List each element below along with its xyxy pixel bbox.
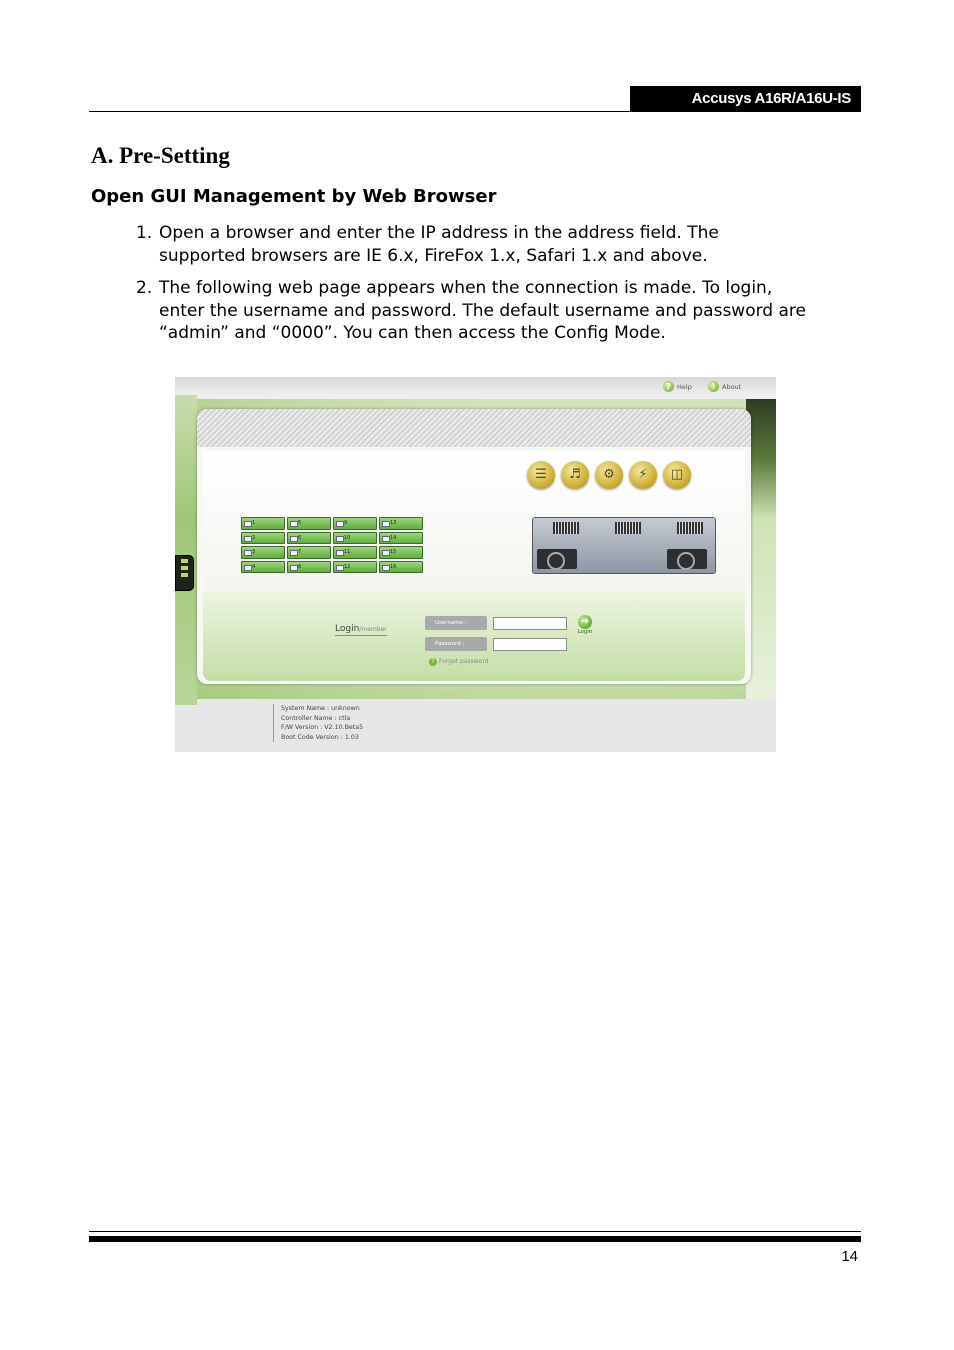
disk-bay[interactable]: 7 xyxy=(287,546,331,559)
disk-bay[interactable]: 12 xyxy=(333,561,377,574)
power-supply xyxy=(537,549,577,569)
tab-mark xyxy=(181,566,188,570)
fan-grille xyxy=(615,522,641,534)
system-name: System Name : unknown xyxy=(281,705,360,712)
toolbar xyxy=(527,461,691,489)
system-info xyxy=(273,704,363,742)
disk-bay[interactable]: 1 xyxy=(241,517,285,530)
help-icon: ? xyxy=(663,381,674,392)
disk-bay[interactable]: 9 xyxy=(333,517,377,530)
boot-code-version: Boot Code Version : 1.03 xyxy=(281,733,359,741)
login-title-text: Login xyxy=(335,624,360,634)
help-label: Help xyxy=(677,382,692,391)
disk-bay[interactable]: 2 xyxy=(241,532,285,545)
power-icon[interactable]: ⚡ xyxy=(629,461,657,489)
footer-rule-thin xyxy=(89,1231,861,1232)
disk-bay[interactable]: 11 xyxy=(333,546,377,559)
top-bar xyxy=(175,377,776,397)
tab-mark xyxy=(181,559,188,563)
left-band xyxy=(175,395,197,705)
disk-bay[interactable]: 4 xyxy=(241,561,285,574)
forgot-password-link[interactable] xyxy=(429,658,489,666)
forgot-password-label: Forget password xyxy=(439,658,489,665)
database-icon[interactable]: ◫ xyxy=(663,461,691,489)
log-icon[interactable]: ☰ xyxy=(527,461,555,489)
power-supply xyxy=(667,549,707,569)
firmware-version: F/W Version : V2.10.Beta5 xyxy=(281,724,364,732)
step-number: 1. xyxy=(136,223,153,243)
product-header: Accusys A16R/A16U-IS xyxy=(630,86,861,112)
page-number: 14 xyxy=(841,1248,858,1265)
about-label: About xyxy=(722,382,742,391)
disk-bay[interactable]: 3 xyxy=(241,546,285,559)
side-tab[interactable] xyxy=(175,555,194,591)
config-icon[interactable]: ⚙ xyxy=(595,461,623,489)
disk-bay[interactable]: 14 xyxy=(379,532,423,545)
gui-screenshot xyxy=(175,377,776,752)
speaker-icon[interactable]: ♬ xyxy=(561,461,589,489)
step-1 xyxy=(136,222,806,267)
disk-bays xyxy=(241,517,423,573)
step-2 xyxy=(136,277,806,345)
username-input[interactable] xyxy=(493,617,567,630)
section-subtitle: Open GUI Management by Web Browser xyxy=(91,186,497,207)
disk-bay[interactable]: 16 xyxy=(379,561,423,574)
disk-bay[interactable]: 6 xyxy=(287,532,331,545)
info-icon: ! xyxy=(708,381,719,392)
login-area xyxy=(203,591,745,681)
section-title: A. Pre-Setting xyxy=(91,143,230,168)
login-title-suffix: /member xyxy=(359,626,387,633)
step-text: The following web page appears when the connection is made. To login, enter the username and password. The default username and password are “admin” and “0000”. You can then access the Config Mode. xyxy=(159,278,806,343)
login-button[interactable] xyxy=(575,615,595,635)
step-text: Open a browser and enter the IP address in the address field. The supported browsers are IE 6.x, FireFox 1.x, Safari 1.x and above. xyxy=(159,223,719,266)
fan-grille xyxy=(553,522,579,534)
disk-bay[interactable]: 10 xyxy=(333,532,377,545)
step-number: 2. xyxy=(136,278,153,298)
help-link[interactable] xyxy=(663,381,692,392)
chassis-rear-view xyxy=(532,517,716,574)
question-icon: ? xyxy=(429,658,437,666)
disk-bay[interactable]: 5 xyxy=(287,517,331,530)
about-link[interactable] xyxy=(708,381,741,392)
controller-name: Controller Name : ctla xyxy=(281,714,351,722)
password-label: Password : xyxy=(425,637,487,651)
password-input[interactable] xyxy=(493,638,567,651)
username-label: Username : xyxy=(425,616,487,630)
disk-bay[interactable]: 8 xyxy=(287,561,331,574)
login-button-label: Login xyxy=(577,629,593,635)
footer-rule-thick xyxy=(89,1236,861,1242)
login-title xyxy=(335,624,387,636)
arrow-right-icon: ➜ xyxy=(578,615,592,629)
tab-mark xyxy=(181,573,188,577)
disk-bay[interactable]: 13 xyxy=(379,517,423,530)
fan-grille xyxy=(677,522,703,534)
disk-bay[interactable]: 15 xyxy=(379,546,423,559)
panel-header xyxy=(197,409,751,447)
